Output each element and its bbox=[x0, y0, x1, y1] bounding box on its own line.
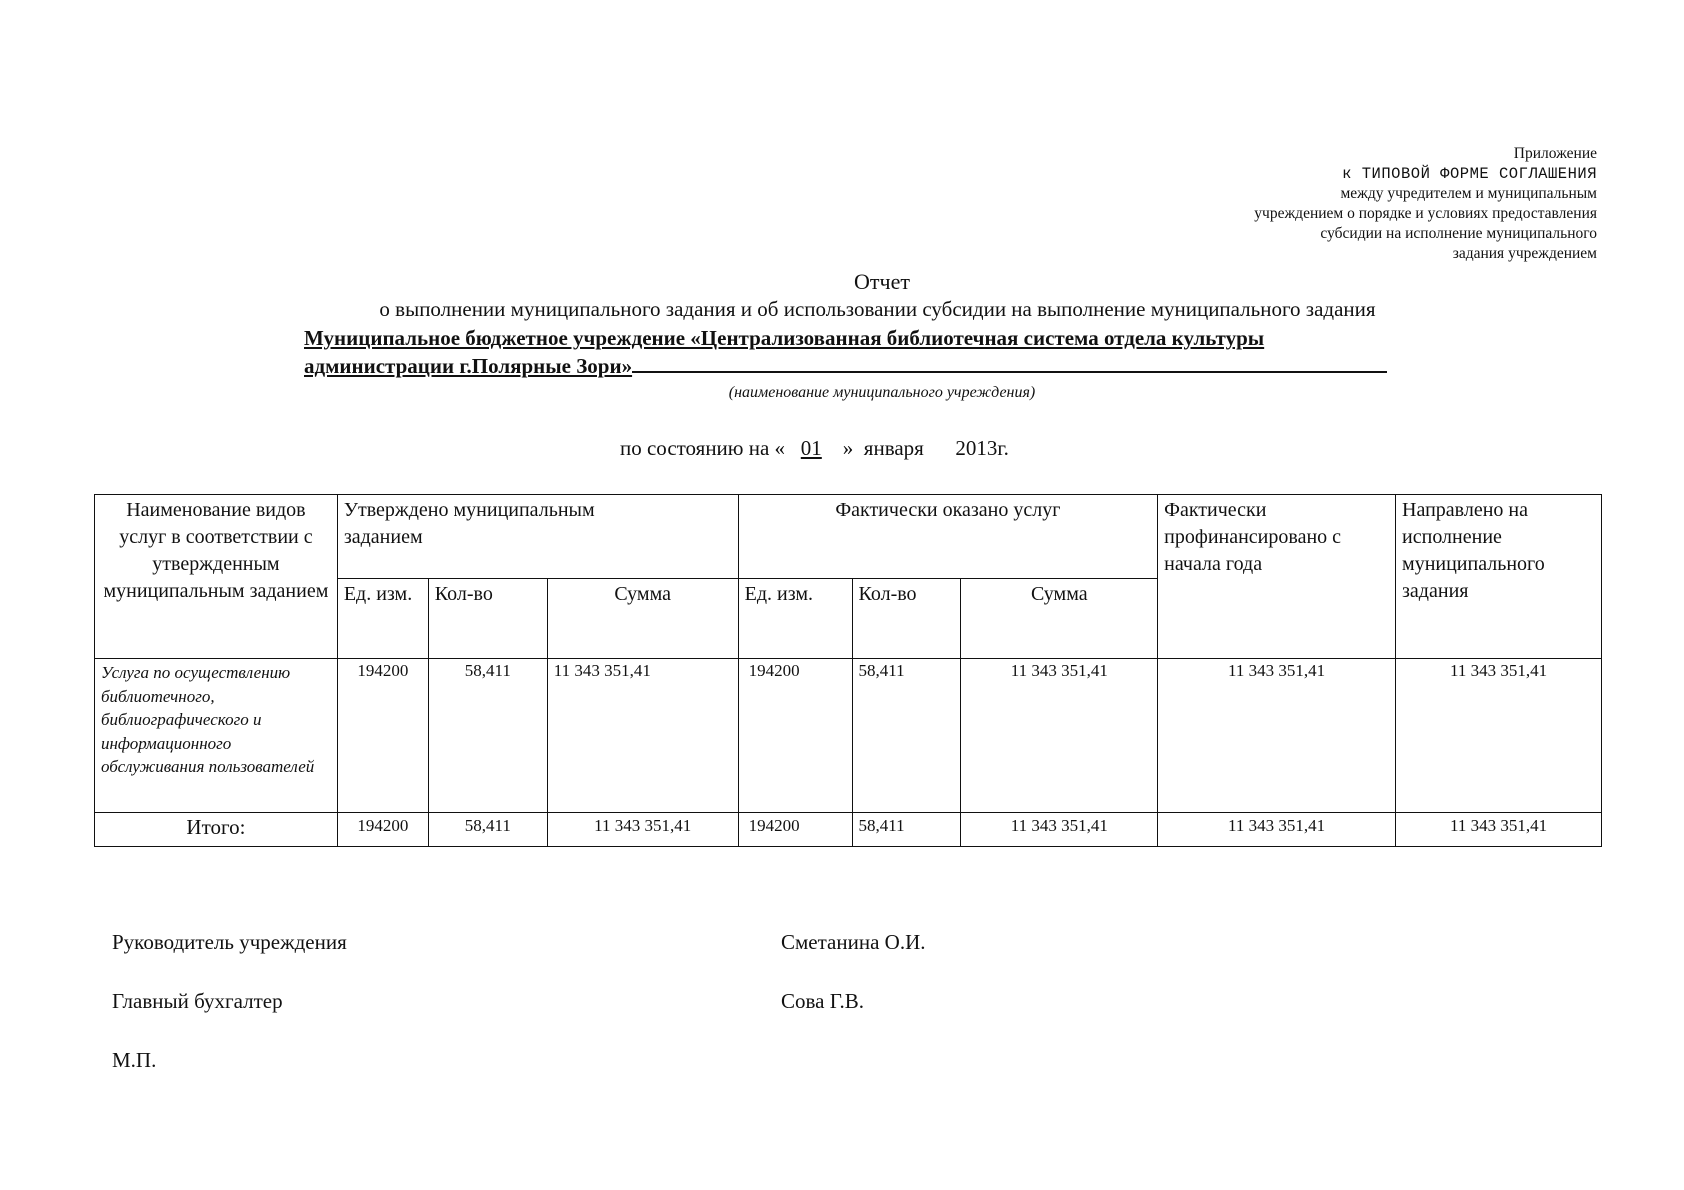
cell-actual-unit: 194200 bbox=[738, 659, 852, 813]
organization-fill-line bbox=[632, 370, 1387, 373]
date-quote: » bbox=[842, 436, 854, 460]
cell-approved-unit: 194200 bbox=[337, 659, 428, 813]
date-month: января bbox=[863, 436, 924, 460]
header-approved-unit: Ед. изм. bbox=[337, 579, 428, 659]
table-row bbox=[95, 659, 1602, 813]
stamp-label: М.П. bbox=[112, 1048, 157, 1072]
cell-actual-sum: 11 343 351,41 bbox=[961, 659, 1158, 813]
cell-total-approved-unit: 194200 bbox=[337, 813, 428, 847]
date-prefix: по состоянию на « bbox=[620, 436, 786, 460]
appendix-line: учреждением о порядке и условиях предоставления bbox=[1254, 205, 1597, 222]
report-date bbox=[620, 436, 1009, 461]
cell-total-actual-unit: 194200 bbox=[738, 813, 852, 847]
cell-total-label: Итого: bbox=[95, 813, 338, 847]
date-day: 01 bbox=[800, 436, 822, 460]
cell-total-directed: 11 343 351,41 bbox=[1396, 813, 1602, 847]
header-financed: Фактически профинансировано с начала года bbox=[1158, 495, 1396, 659]
cell-service: Услуга по осуществлению библиотечного, библиографического и информационного обслуживания пользователей bbox=[95, 659, 338, 813]
accountant-name: Сова Г.В. bbox=[781, 989, 864, 1013]
appendix-line: к ТИПОВОЙ ФОРМЕ СОГЛАШЕНИЯ bbox=[1342, 165, 1597, 183]
header-actual-sum: Сумма bbox=[961, 579, 1158, 659]
header-actual: Фактически оказано услуг bbox=[738, 495, 1158, 579]
cell-total-actual-qty: 58,411 bbox=[852, 813, 961, 847]
cell-approved-qty: 58,411 bbox=[428, 659, 547, 813]
table-row-total bbox=[95, 813, 1602, 847]
appendix-line: задания учреждением bbox=[1452, 245, 1597, 262]
cell-actual-qty: 58,411 bbox=[852, 659, 961, 813]
cell-approved-sum: 11 343 351,41 bbox=[547, 659, 738, 813]
organization-name bbox=[304, 324, 1439, 380]
header-approved-sum: Сумма bbox=[547, 579, 738, 659]
appendix-block bbox=[1077, 144, 1597, 264]
header-actual-unit: Ед. изм. bbox=[738, 579, 852, 659]
organization-caption: (наименование муниципального учреждения) bbox=[728, 384, 1036, 401]
appendix-line: субсидии на исполнение муниципального bbox=[1320, 225, 1597, 242]
appendix-line: между учредителем и муниципальным bbox=[1340, 185, 1597, 202]
cell-directed: 11 343 351,41 bbox=[1396, 659, 1602, 813]
cell-total-financed: 11 343 351,41 bbox=[1158, 813, 1396, 847]
head-label: Руководитель учреждения bbox=[112, 930, 347, 954]
cell-total-approved-qty: 58,411 bbox=[428, 813, 547, 847]
cell-total-approved-sum: 11 343 351,41 bbox=[547, 813, 738, 847]
report-title: Отчет bbox=[854, 269, 910, 294]
accountant-label: Главный бухгалтер bbox=[112, 989, 283, 1013]
organization-line-1: Муниципальное бюджетное учреждение «Централизованная библиотечная система отдела культуры bbox=[304, 326, 1265, 350]
header-actual-qty: Кол-во bbox=[852, 579, 961, 659]
cell-financed: 11 343 351,41 bbox=[1158, 659, 1396, 813]
header-approved bbox=[337, 495, 738, 579]
header-directed: Направлено на исполнение муниципального задания bbox=[1396, 495, 1602, 659]
header-approved-text: Утверждено муниципальным заданием bbox=[343, 499, 595, 548]
appendix-line: Приложение bbox=[1513, 145, 1597, 162]
report-table bbox=[94, 494, 1602, 847]
cell-total-actual-sum: 11 343 351,41 bbox=[961, 813, 1158, 847]
date-year: 2013г. bbox=[955, 436, 1009, 460]
report-subtitle: о выполнении муниципального задания и об использовании субсидии на выполнение муниципального задания bbox=[379, 297, 1376, 321]
header-approved-qty: Кол-во bbox=[428, 579, 547, 659]
organization-line-2: администрации г.Полярные Зори» bbox=[304, 354, 633, 378]
head-name: Сметанина О.И. bbox=[781, 930, 926, 954]
header-service: Наименование видов услуг в соответствии с утвержденным муниципальным заданием bbox=[95, 495, 338, 659]
